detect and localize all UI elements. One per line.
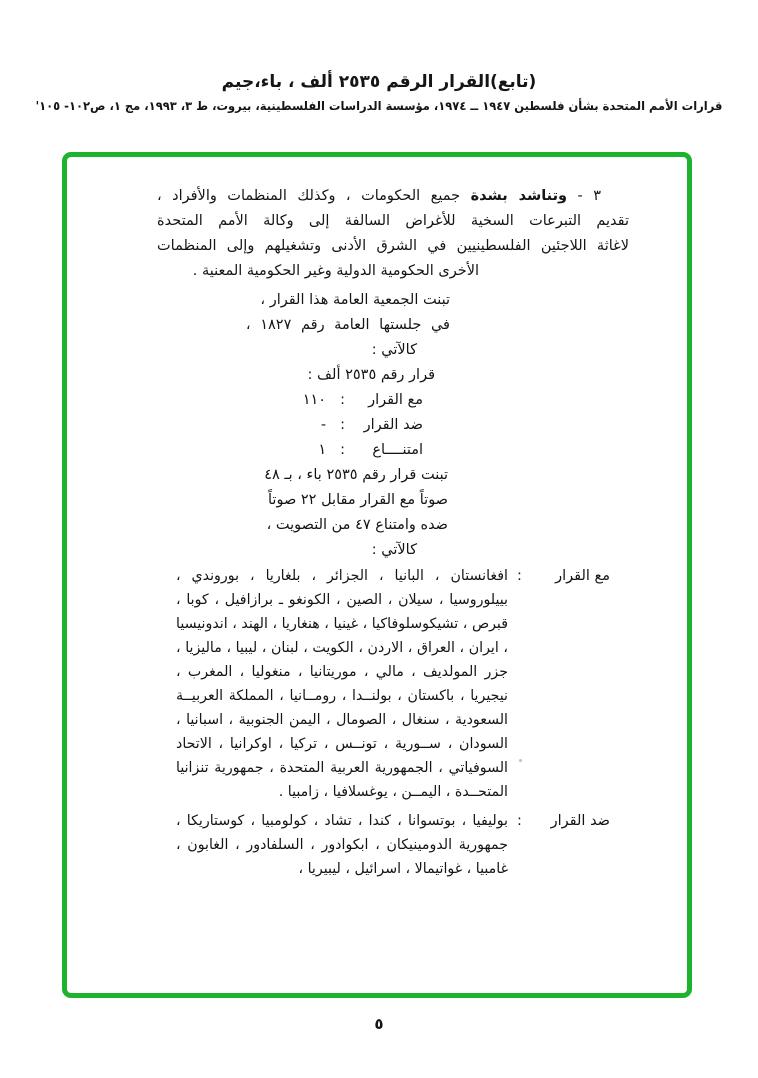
clause-number: ٣ - <box>567 188 602 204</box>
colon-separator: : <box>517 568 522 584</box>
resolution-b-line-2: صوتاً مع القرار مقابل ٢٢ صوتاً <box>268 492 448 508</box>
vote-value-against: - <box>320 417 327 433</box>
resolution-b-line-3: ضده وامتناع ٤٧ من التصويت ، <box>266 517 448 533</box>
adoption-section <box>157 288 629 563</box>
votes-for-countries: افغانستان ، البانيا ، الجزائر ، بلغاريا ، بوروندي ، بييلوروسيا ، سيلان ، الصين ، الكونغو ـ برازافيل ، كوبا ، قبرص ، تشيكوسلوفاكيا ، غينيا ، هنغاريا ، الهند ، اندونيسيا ، ايران ، العراق ، الاردن ، الكويت ، لبنان ، ليبيا ، ماليزيا ، جزر المولديف ، مالي ، موريتانيا ، منغوليا ، المغرب ، نيجيريا ، باكستان ، بولنــدا ، رومــانيا ، المملكة العربيــة السعودية ، سنغال ، الصومال ، اليمن الجنوبية ، اسبانيا ، السودان ، ســورية ، تونــس ، تركيا ، اوكرانيا ، الاتحاد السوفياتي ، الجمهورية العربية المتحدة ، جمهورية تنزانيا المتحــدة ، اليمــن ، يوغسلافيا ، زامبيا . <box>176 568 508 800</box>
resolution-b-line-4: كالآتي : <box>371 542 417 558</box>
frame-content <box>67 157 687 881</box>
adoption-line-2: في جلستها العامة رقم ١٨٢٧ ، <box>245 317 450 333</box>
source-citation: قرارات الأمم المتحدة بشأن فلسطين ١٩٤٧ ــ ١٩٧٤، مؤسسة الدراسات الفلسطينية، بيروت، ط ٣، ١٩٩٣، مج ١، ص١٠٢- ١٠٥' <box>35 98 723 114</box>
clause-3-paragraph <box>157 184 629 284</box>
vote-value-for: ١١٠ <box>302 392 327 408</box>
colon-separator: : <box>340 392 345 408</box>
paragraph-line-2: تقديم التبرعات السخية للأغراض السالفة إلى وكالة الأمم المتحدة <box>157 213 629 229</box>
adoption-line-3: كالآتي : <box>371 342 417 358</box>
votes-against-countries: بوليفيا ، بوتسوانا ، كندا ، تشاد ، كولومبيا ، كوستاريكا ، جمهورية الدومينيكان ، ابكوادور ، السلفادور ، الغابون ، غامبيا ، غواتيمالا ، اسرائيل ، ليبيريا ، <box>176 813 508 877</box>
paragraph-line-3: لاغاثة اللاجئين الفلسطينيين في الشرق الأدنى وتشغيلهم وإلى المنظمات <box>157 238 629 254</box>
paragraph-line-4: الأخرى الحكومية الدولية وغير الحكومية المعنية . <box>192 263 479 279</box>
votes-against-label: ضد القرار <box>550 813 610 829</box>
colon-separator: : <box>340 417 345 433</box>
document-title: (تابع)القرار الرقم ٢٥٣٥ ألف ، باء،جيم <box>221 72 537 92</box>
votes-against-label-cell <box>517 809 610 833</box>
vote-tally-row-against <box>157 413 629 438</box>
vote-label-abstain: امتنــــاع <box>372 442 423 458</box>
clause-emphasis: وتناشد بشدة <box>470 188 568 204</box>
clause-line-1-rest: جميع الحكومات ، وكذلك المنظمات والأفراد ، <box>157 188 471 204</box>
votes-for-row <box>107 564 629 804</box>
votes-against-row <box>107 809 629 881</box>
vote-tally-row-for <box>157 388 629 413</box>
paragraph-line-1 <box>157 184 629 209</box>
colon-separator: : <box>340 442 345 458</box>
colon-separator: : <box>517 813 522 829</box>
content-frame <box>62 152 692 998</box>
vote-label-against: ضد القرار <box>363 417 423 433</box>
page-header <box>0 0 758 113</box>
resolution-a-heading: قرار رقم ٢٥٣٥ ألف : <box>307 367 435 383</box>
resolution-b-line-1: تبنت قرار رقم ٢٥٣٥ باء ، بـ ٤٨ <box>264 467 448 483</box>
votes-for-label-cell <box>517 564 610 588</box>
adoption-line-1: تبنت الجمعية العامة هذا القرار ، <box>260 292 450 308</box>
page-number: ٥ <box>374 1015 384 1033</box>
vote-lists-section <box>107 564 629 881</box>
vote-value-abstain: ١ <box>318 442 327 458</box>
vote-label-for: مع القرار <box>368 392 423 408</box>
votes-for-label: مع القرار <box>555 568 610 584</box>
scan-speck <box>519 759 522 762</box>
vote-tally-row-abstain <box>157 438 629 463</box>
